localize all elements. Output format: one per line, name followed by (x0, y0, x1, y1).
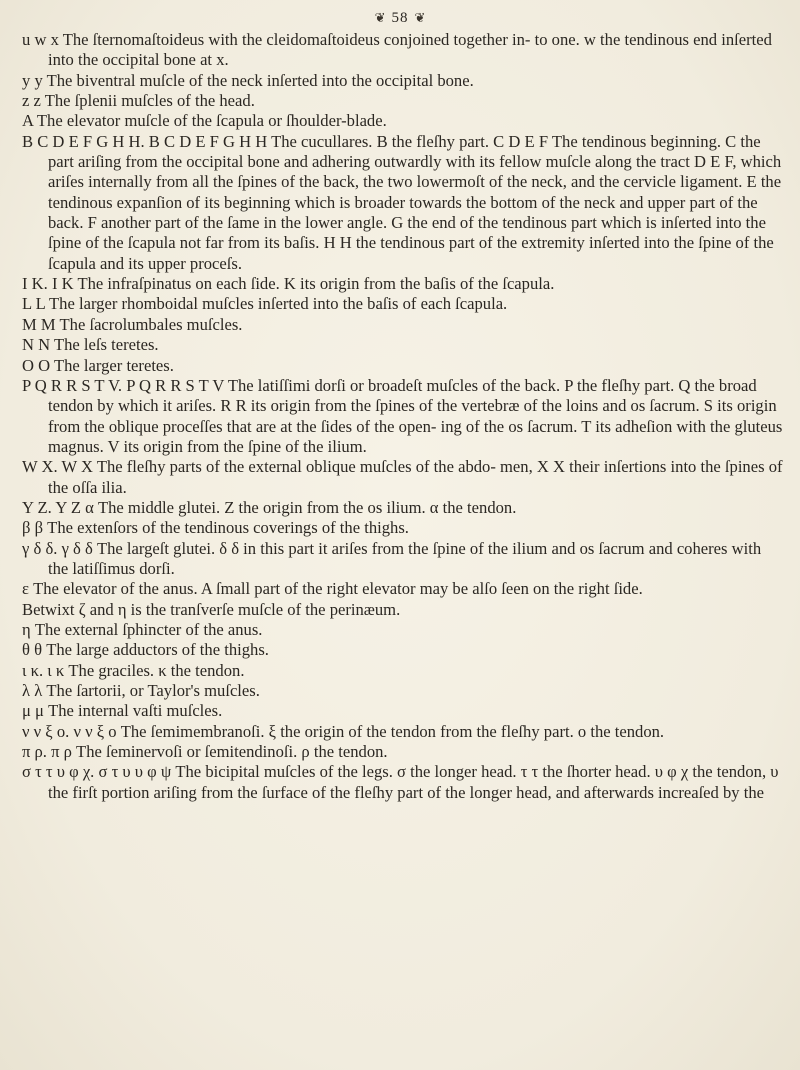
entry-sartorii: λ λ The ſartorii, or Taylor's muſcles. (22, 681, 260, 700)
entry-sacrolumbales: M M The ſacrolumbales muſcles. (22, 314, 243, 334)
body-text (22, 30, 784, 803)
entry-graciles: ι κ. ι κ The graciles. κ the tendon. (22, 660, 245, 680)
entry-middle-glutei: Y Z. Y Z α The middle glutei. Z the origin from the os ilium. α the tendon. (22, 497, 517, 517)
entry-larger-teretes: O O The larger teretes. (22, 355, 174, 375)
entry-external-oblique: W X. W X The fleſhy parts of the external oblique muſcles of the abdo- men, X X their inſertions into the ſpines of the oſſa ilia. (22, 457, 783, 497)
entry-bicipital: σ τ τ υ φ χ. σ τ υ υ φ ψ The bicipital muſcles of the legs. σ the longer head. τ τ the ſhorter head. υ φ χ the tendon, υ the firſt portion ariſing from the ſurface of the fleſhy part of the longer head, and afterwards increaſed by the (22, 762, 779, 802)
entry-less-teretes: N N The leſs teretes. (22, 335, 159, 355)
page-header (0, 6, 800, 30)
entry-sternomastoid: u w x The ſternomaſtoideus with the cleidomaſtoideus conjoined together in- to one. w the tendinous end inſerted into the occipital bone at x. (22, 30, 772, 70)
entry-perinaeum: Betwixt ζ and η is the tranſverſe muſcle of the perinæum. (22, 599, 401, 619)
entry-seminervosi: π ρ. π ρ The ſeminervoſi or ſemitendinoſi. ρ the tendon. (22, 742, 388, 762)
entry-sphincter: η The external ſphincter of the anus. (22, 619, 263, 639)
entry-elevator-anus: ε The elevator of the anus. A ſmall part of the right elevator may be alſo ſeen on the right ſide. (22, 579, 643, 599)
entry-splenii: z z The ſplenii muſcles of the head. (22, 91, 255, 111)
entry-rhomboidal: L L The larger rhomboidal muſcles inſerted into the baſis of each ſcapula. (22, 294, 508, 314)
entry-semimembranosi: ν ν ξ ο. ν ν ξ ο The ſemimembranoſi. ξ the origin of the tendon from the fleſhy part. ο the tendon. (22, 721, 665, 741)
entry-infraspinatus: I K. I K The infraſpinatus on each ſide. K its origin from the baſis of the ſcapula. (22, 274, 555, 294)
right-ornament-icon: ❦ (414, 10, 426, 25)
entry-internal-vasti: μ μ The internal vaſti muſcles. (22, 701, 223, 721)
entry-biventral: y y The biventral muſcle of the neck inſerted into the occipital bone. (22, 70, 474, 90)
entry-elevator-scapula: A The elevator muſcle of the ſcapula or ſhoulder-blade. (22, 111, 387, 131)
entry-latissimi-dorsi: P Q R R S T V. P Q R R S T V The latiſſimi dorſi or broadeſt muſcles of the back. P the fleſhy part. Q the broad tendon by which it ariſes. R R its origin from the ſpines of the vertebræ of the loins and os ſacrum. S its origin from the oblique proceſſes that are at the ſides of the open- ing of the os ſacrum. T its adheſion with the gluteus magnus. V its origin from the ſpine of the ilium. (22, 375, 783, 456)
page-number: 58 (391, 9, 409, 26)
entry-extensors: β β The extenſors of the tendinous coverings of the thighs. (22, 518, 409, 538)
entry-largest-glutei: γ δ δ. γ δ δ The largeſt glutei. δ δ in this part it ariſes from the ſpine of the ilium and os ſacrum and coheres with the latiſſimus dorſi. (22, 538, 762, 578)
entry-cucullares: B C D E F G H H. B C D E F G H H The cucullares. B the fleſhy part. C D E F The tendinous beginning. C the part ariſing from the occipital bone and adhering outwardly with its fellow muſcle along the tract D E F, which ariſes internally from all the ſpines of the back, the two lowermoſt of the neck, and the cervicle ligament. E the tendinous expanſion of its beginning which is broader towards the bottom of the neck and upper part of the back. F another part of the ſame in the lower angle. G the end of the tendinous part which is inſerted into the ſpine of the ſcapula not far from its baſis. H H the tendinous part of the extremity inſerted into the ſpine of the ſcapula and its upper proceſs. (22, 131, 782, 273)
entry-adductors: θ θ The large adductors of the thighs. (22, 640, 269, 660)
left-ornament-icon: ❦ (374, 10, 386, 25)
